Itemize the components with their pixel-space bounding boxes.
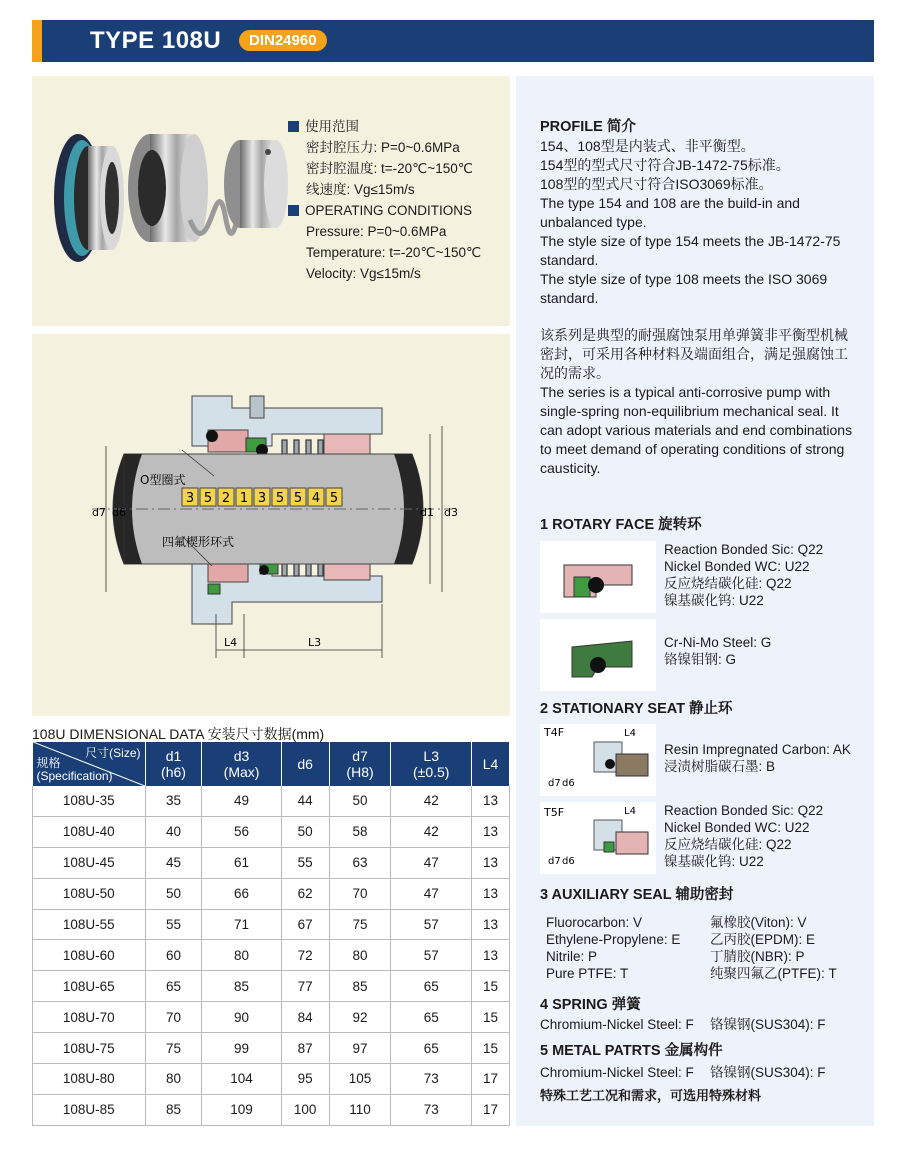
spec-size-header	[33, 742, 146, 786]
value-cell: 57	[391, 909, 472, 940]
code-digit: 5	[203, 491, 213, 506]
condition-line: 密封腔压力: P=0~0.6MPa	[306, 140, 460, 155]
dim-label-l3: L3	[308, 636, 322, 649]
value-cell: 50	[145, 878, 202, 909]
value-cell: 13	[472, 847, 510, 878]
table-row	[33, 878, 510, 909]
stationary-seat-t5f-thumb	[540, 802, 656, 874]
value-cell: 90	[202, 1002, 281, 1033]
spec-cell: 108U-60	[33, 940, 146, 971]
value-cell: 57	[391, 940, 472, 971]
table-row	[33, 847, 510, 878]
rotary-face-section-icon	[540, 541, 656, 613]
code-digit-boxes	[182, 488, 342, 506]
profile-line: The style size of type 154 meets the JB-1472-75 standard.	[540, 233, 841, 268]
auxiliary-seal-en: Fluorocarbon: V Ethylene-Propylene: E Nitrile: P Pure PTFE: T	[546, 915, 681, 981]
value-cell: 44	[281, 786, 329, 816]
value-cell: 73	[391, 1094, 472, 1125]
auxiliary-seal-title: 3 AUXILIARY SEAL 辅助密封	[540, 887, 734, 903]
ptfe-wedge-label: 四氟楔形环式	[162, 535, 235, 549]
t4f-dim-d6: d6	[562, 778, 575, 789]
value-cell: 92	[329, 1002, 391, 1033]
spec-cell: 108U-65	[33, 971, 146, 1002]
value-cell: 50	[329, 786, 391, 816]
value-cell: 17	[472, 1094, 510, 1125]
t5f-label: T5F	[544, 806, 565, 819]
profile-title: PROFILE 简介	[540, 119, 636, 135]
value-cell: 47	[391, 878, 472, 909]
conditions-cn-title: 使用范围	[288, 116, 481, 137]
metal-parts-material-en: Chromium-Nickel Steel: F	[540, 1065, 694, 1080]
value-cell: 71	[202, 909, 281, 940]
rotary-face-thumb-2	[540, 619, 656, 691]
table-row	[33, 816, 510, 847]
value-cell: 56	[202, 816, 281, 847]
spring-material-en: Chromium-Nickel Steel: F	[540, 1017, 694, 1032]
dim-label-d1: d1	[420, 506, 434, 519]
value-cell: 45	[145, 847, 202, 878]
t5f-section-icon	[540, 802, 656, 874]
dim-label-l4: L4	[224, 636, 238, 649]
table-row	[33, 1033, 510, 1064]
col-header-l3: L3 (±0.5)	[391, 742, 472, 786]
rotary-face-thumb-1	[540, 541, 656, 613]
value-cell: 15	[472, 971, 510, 1002]
col-header-d3: d3 (Max)	[202, 742, 281, 786]
stationary-seat-materials-1: Resin Impregnated Carbon: AK 浸渍树脂碳石墨: B	[664, 742, 851, 774]
spec-cell: 108U-55	[33, 909, 146, 940]
value-cell: 72	[281, 940, 329, 971]
t4f-section-icon	[540, 724, 656, 796]
value-cell: 13	[472, 786, 510, 816]
table-row	[33, 786, 510, 816]
table-caption: 108U DIMENSIONAL DATA 安装尺寸数据(mm)	[32, 726, 325, 742]
profile-section	[540, 118, 860, 478]
dimensional-data-table	[32, 742, 510, 1126]
condition-line: Velocity: Vg≤15m/s	[306, 266, 421, 281]
profile-line: The style size of type 108 meets the ISO 3069 standard.	[540, 271, 828, 306]
value-cell: 70	[329, 878, 391, 909]
special-material-note: 特殊工艺工况和需求，可选用特殊材料	[540, 1088, 762, 1103]
value-cell: 47	[391, 847, 472, 878]
spec-header-label: 规格 (Specification)	[36, 756, 113, 783]
table-row	[33, 909, 510, 940]
metal-parts-title: 5 METAL PATRTS 金属构件	[540, 1043, 723, 1059]
table-row	[33, 1094, 510, 1125]
seal-photo	[40, 120, 290, 280]
value-cell: 87	[281, 1033, 329, 1064]
t5f-dim-l4: L4	[624, 806, 636, 817]
value-cell: 80	[145, 1064, 202, 1095]
value-cell: 85	[145, 1094, 202, 1125]
code-digit: 3	[185, 491, 195, 506]
value-cell: 42	[391, 786, 472, 816]
value-cell: 58	[329, 816, 391, 847]
value-cell: 84	[281, 1002, 329, 1033]
col-header-d1: d1 (h6)	[145, 742, 202, 786]
t5f-dim-d6: d6	[562, 856, 575, 867]
conditions-en-title: OPERATING CONDITIONS	[288, 200, 481, 221]
code-digit: 3	[257, 491, 267, 506]
value-cell: 55	[281, 847, 329, 878]
value-cell: 73	[391, 1064, 472, 1095]
value-cell: 61	[202, 847, 281, 878]
value-cell: 65	[391, 1033, 472, 1064]
table-row	[33, 1002, 510, 1033]
banner-accent	[32, 20, 42, 62]
page-title: TYPE 108U	[90, 27, 222, 54]
t5f-dim-d7: d7	[548, 856, 561, 867]
col-header-d6: d6	[281, 742, 329, 786]
title-banner	[32, 20, 874, 62]
code-digit: 5	[293, 491, 303, 506]
t4f-label: T4F	[544, 726, 565, 739]
spec-cell: 108U-75	[33, 1033, 146, 1064]
condition-line: 密封腔温度: t=-20℃~150℃	[306, 161, 473, 176]
value-cell: 85	[329, 971, 391, 1002]
description-en: The series is a typical anti-corrosive pump with single-spring non-equilibrium mechanical seal. It can adopt various materials and end combinations to meet demand of operating conditions of strong causticity.	[540, 384, 853, 476]
value-cell: 13	[472, 940, 510, 971]
value-cell: 100	[281, 1094, 329, 1125]
stationary-seat-materials-2: Reaction Bonded Sic: Q22 Nickel Bonded WC: U22 反应烧结碳化硅: Q22 镍基碳化钨: U22	[664, 803, 824, 869]
value-cell: 95	[281, 1064, 329, 1095]
table-row	[33, 971, 510, 1002]
spec-cell: 108U-50	[33, 878, 146, 909]
value-cell: 66	[202, 878, 281, 909]
stationary-seat-t4f-thumb	[540, 724, 656, 796]
code-digit: 1	[239, 491, 249, 506]
value-cell: 109	[202, 1094, 281, 1125]
t4f-dim-d7: d7	[548, 778, 561, 789]
value-cell: 77	[281, 971, 329, 1002]
value-cell: 65	[145, 971, 202, 1002]
value-cell: 105	[329, 1064, 391, 1095]
code-digit: 5	[275, 491, 285, 506]
oring-type-label: O型圈式	[140, 473, 186, 487]
rotary-face-materials-2: Cr-Ni-Mo Steel: G 铬镍钼钢: G	[664, 635, 772, 667]
cross-section-drawing	[32, 334, 510, 716]
standard-badge: DIN24960	[239, 30, 327, 51]
auxiliary-seal-cn: 氟橡胶(Viton): V 乙丙胶(EPDM): E 丁腈胶(NBR): P 纯聚四氟乙(PTFE): T	[710, 915, 837, 981]
value-cell: 85	[202, 971, 281, 1002]
value-cell: 63	[329, 847, 391, 878]
spec-cell: 108U-35	[33, 786, 146, 816]
value-cell: 80	[202, 940, 281, 971]
spec-cell: 108U-80	[33, 1064, 146, 1095]
operating-conditions	[288, 116, 481, 284]
table-row	[33, 1064, 510, 1095]
value-cell: 15	[472, 1033, 510, 1064]
t4f-dim-l4: L4	[624, 728, 636, 739]
value-cell: 40	[145, 816, 202, 847]
value-cell: 49	[202, 786, 281, 816]
profile-line: 154型的型式尺寸符合JB-1472-75标准。	[540, 157, 790, 173]
dim-label-d6: d6	[112, 506, 126, 519]
profile-line: The type 154 and 108 are the build-in and unbalanced type.	[540, 195, 800, 230]
col-header-l4: L4	[472, 742, 510, 786]
value-cell: 70	[145, 1002, 202, 1033]
value-cell: 17	[472, 1064, 510, 1095]
code-digit: 4	[311, 491, 321, 506]
value-cell: 13	[472, 816, 510, 847]
value-cell: 55	[145, 909, 202, 940]
description-cn: 该系列是典型的耐强腐蚀泵用单弹簧非平衡型机械密封，可采用各种材料及端面组合，满足强腐蚀工况的需求。	[540, 327, 848, 381]
value-cell: 104	[202, 1064, 281, 1095]
col-header-d7: d7 (H8)	[329, 742, 391, 786]
spring-title: 4 SPRING 弹簧	[540, 997, 641, 1013]
spec-cell: 108U-40	[33, 816, 146, 847]
value-cell: 13	[472, 909, 510, 940]
condition-line: Pressure: P=0~0.6MPa	[306, 224, 447, 239]
value-cell: 62	[281, 878, 329, 909]
table-row	[33, 940, 510, 971]
value-cell: 99	[202, 1033, 281, 1064]
square-bullet-icon	[288, 205, 299, 216]
value-cell: 97	[329, 1033, 391, 1064]
value-cell: 15	[472, 1002, 510, 1033]
profile-line: 108型的型式尺寸符合ISO3069标准。	[540, 176, 773, 192]
rotary-face-steel-icon	[540, 619, 656, 691]
value-cell: 110	[329, 1094, 391, 1125]
value-cell: 42	[391, 816, 472, 847]
condition-line: 线速度: Vg≤15m/s	[306, 182, 415, 197]
value-cell: 67	[281, 909, 329, 940]
rotary-face-title: 1 ROTARY FACE 旋转环	[540, 517, 702, 533]
rotary-face-materials-1: Reaction Bonded Sic: Q22 Nickel Bonded WC: U22 反应烧结碳化硅: Q22 镍基碳化钨: U22	[664, 542, 824, 608]
spring-material-cn: 铬镍钢(SUS304): F	[710, 1017, 826, 1032]
table-header-row	[33, 742, 510, 786]
value-cell: 60	[145, 940, 202, 971]
condition-line: Temperature: t=-20℃~150℃	[306, 245, 482, 260]
size-header-label: 尺寸(Size)	[85, 746, 141, 760]
spec-cell: 108U-85	[33, 1094, 146, 1125]
value-cell: 65	[391, 1002, 472, 1033]
value-cell: 13	[472, 878, 510, 909]
value-cell: 75	[329, 909, 391, 940]
code-digit: 2	[221, 491, 231, 506]
spec-cell: 108U-70	[33, 1002, 146, 1033]
code-digit: 5	[329, 491, 339, 506]
spec-cell: 108U-45	[33, 847, 146, 878]
value-cell: 35	[145, 786, 202, 816]
value-cell: 50	[281, 816, 329, 847]
dim-label-d3: d3	[444, 506, 458, 519]
dim-label-d7: d7	[92, 506, 106, 519]
profile-line: 154、108型是内装式、非平衡型。	[540, 138, 755, 154]
stationary-seat-title: 2 STATIONARY SEAT 静止环	[540, 701, 733, 717]
square-bullet-icon	[288, 121, 299, 132]
value-cell: 80	[329, 940, 391, 971]
metal-parts-material-cn: 铬镍钢(SUS304): F	[710, 1065, 826, 1080]
value-cell: 75	[145, 1033, 202, 1064]
value-cell: 65	[391, 971, 472, 1002]
